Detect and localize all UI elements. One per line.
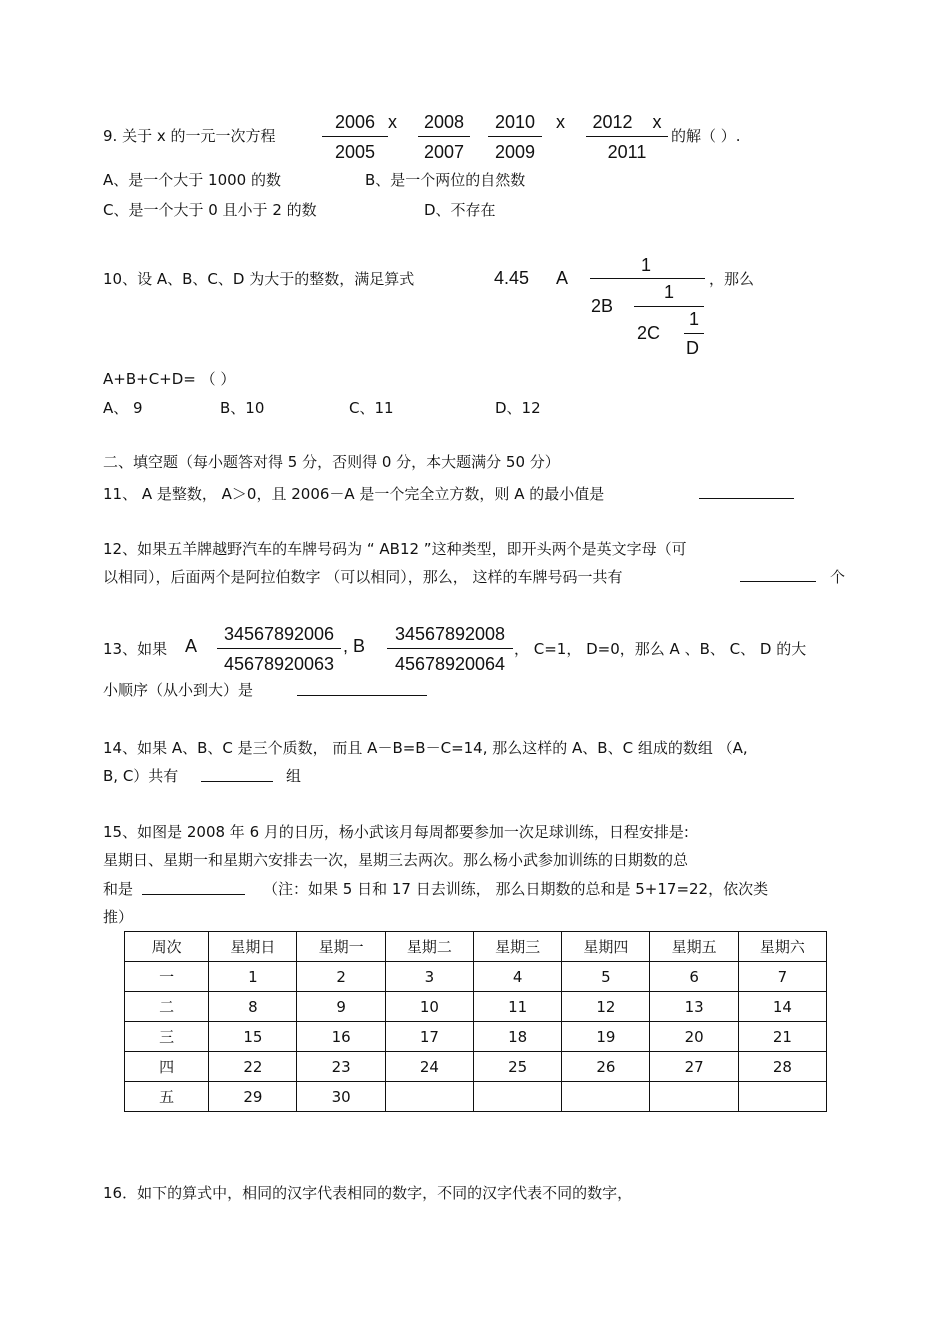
q9-fraction-1 bbox=[322, 112, 388, 163]
table-cell: 21 bbox=[738, 1022, 826, 1052]
table-cell: 6 bbox=[650, 962, 738, 992]
q9-fraction-2 bbox=[418, 112, 470, 163]
q13-b-numerator: 34567892008 bbox=[387, 624, 513, 649]
q9-tail: 的解（ ）. bbox=[671, 127, 741, 145]
q10-fraction-bar-1 bbox=[590, 278, 705, 279]
q11-answer-blank[interactable] bbox=[699, 498, 794, 499]
q15-line-3a: 和是 bbox=[103, 880, 134, 898]
q9-frac3-denominator: 2009 bbox=[494, 142, 536, 162]
q9-option-a: A、是一个大于 1000 的数 bbox=[103, 171, 281, 189]
table-row bbox=[125, 962, 827, 992]
table-cell: 24 bbox=[385, 1052, 473, 1082]
q13-lead: 13、如果 bbox=[103, 640, 168, 658]
table-cell bbox=[738, 1082, 826, 1112]
table-cell: 29 bbox=[209, 1082, 297, 1112]
q15-line-3b: （注：如果 5 日和 17 日去训练， 那么日期数的总和是 5+17=22，依次类 bbox=[263, 880, 769, 898]
q9-option-d: D、不存在 bbox=[424, 201, 496, 219]
q10-lead: 10、设 A、B、C、D 为大于的整数，满足算式 bbox=[103, 270, 415, 288]
q12-line-1: 12、如果五羊牌越野汽车的车牌号码为 “ AB12 ”这种类型，即开头两个是英文字母（可 bbox=[103, 540, 687, 558]
table-cell: 三 bbox=[125, 1022, 209, 1052]
q9-frac2-numerator: 2008 bbox=[418, 112, 470, 137]
q10-option-b: B、10 bbox=[220, 399, 265, 417]
q13-tail: ， C=1， D=0，那么 A 、B、 C、 D 的大 bbox=[514, 640, 807, 658]
table-cell: 8 bbox=[209, 992, 297, 1022]
header-cell: 周次 bbox=[125, 932, 209, 962]
q9-option-c: C、是一个大于 0 且小于 2 的数 bbox=[103, 201, 317, 219]
table-cell: 9 bbox=[297, 992, 385, 1022]
q10-tail: ，那么 bbox=[709, 270, 755, 288]
q10-option-d: D、12 bbox=[495, 399, 541, 417]
q13-var-a: A bbox=[185, 636, 198, 656]
q12-line-2: 以相同），后面两个是阿拉伯数字 （可以相同），那么， 这样的车牌号码一共有 bbox=[103, 568, 623, 586]
q14-answer-blank[interactable] bbox=[201, 781, 273, 782]
table-row bbox=[125, 1052, 827, 1082]
table-cell: 3 bbox=[385, 962, 473, 992]
q15-answer-blank[interactable] bbox=[142, 894, 245, 895]
table-cell: 12 bbox=[562, 992, 650, 1022]
table-cell: 四 bbox=[125, 1052, 209, 1082]
q10-one-b: 1 bbox=[664, 282, 675, 302]
table-cell: 28 bbox=[738, 1052, 826, 1082]
q9-lead: 9. 关于 x 的一元一次方程 bbox=[103, 127, 276, 145]
q15-line-1: 15、如图是 2008 年 6 月的日历，杨小武该月每周都要参加一次足球训练，日程安排是: bbox=[103, 823, 689, 841]
table-cell: 14 bbox=[738, 992, 826, 1022]
q9-frac3-numerator: 2010 bbox=[488, 112, 542, 137]
header-cell: 星期五 bbox=[650, 932, 738, 962]
q12-unit: 个 bbox=[830, 568, 846, 586]
table-cell bbox=[562, 1082, 650, 1112]
header-cell: 星期三 bbox=[473, 932, 561, 962]
table-cell: 30 bbox=[297, 1082, 385, 1112]
q10-one-c: 1 bbox=[689, 309, 700, 329]
q13-fraction-a bbox=[217, 624, 341, 675]
q10-two-c: 2C bbox=[637, 323, 661, 343]
table-row bbox=[125, 992, 827, 1022]
table-row bbox=[125, 1022, 827, 1052]
q10-one-a: 1 bbox=[641, 255, 652, 275]
table-cell: 一 bbox=[125, 962, 209, 992]
header-cell: 星期四 bbox=[562, 932, 650, 962]
q13-answer-blank[interactable] bbox=[297, 695, 427, 696]
table-row bbox=[125, 1082, 827, 1112]
header-cell: 星期一 bbox=[297, 932, 385, 962]
q14-line-1: 14、如果 A、B、C 是三个质数， 而且 A－B=B－C=14, 那么这样的 A、B、C 组成的数组 （A, bbox=[103, 739, 748, 757]
table-cell bbox=[650, 1082, 738, 1112]
q9-x-1: x bbox=[388, 112, 397, 132]
q10-var-d: D bbox=[686, 338, 699, 358]
q13-a-denominator: 45678920063 bbox=[223, 654, 335, 674]
q11-text: 11、 A 是整数， A＞0，且 2006－A 是一个完全立方数，则 A 的最小值是 bbox=[103, 485, 605, 503]
table-cell: 7 bbox=[738, 962, 826, 992]
table-cell: 13 bbox=[650, 992, 738, 1022]
q10-fraction-bar-2 bbox=[634, 306, 704, 307]
q9-fraction-4 bbox=[586, 112, 668, 163]
q9-x-2: x bbox=[556, 112, 565, 132]
table-cell: 16 bbox=[297, 1022, 385, 1052]
q10-value: 4.45 bbox=[494, 268, 530, 288]
q9-frac1-denominator: 2005 bbox=[334, 142, 376, 162]
table-cell: 五 bbox=[125, 1082, 209, 1112]
table-cell: 22 bbox=[209, 1052, 297, 1082]
q14-line-2a: B, C）共有 bbox=[103, 767, 179, 785]
q9-frac4-denominator: 2011 bbox=[607, 142, 647, 162]
q9-frac2-denominator: 2007 bbox=[423, 142, 465, 162]
table-cell: 10 bbox=[385, 992, 473, 1022]
q13-b-denominator: 45678920064 bbox=[394, 654, 506, 674]
q10-fraction-bar-3 bbox=[684, 333, 704, 334]
q10-option-a: A、 9 bbox=[103, 399, 143, 417]
q9-fraction-3 bbox=[488, 112, 542, 163]
table-cell: 27 bbox=[650, 1052, 738, 1082]
q13-fraction-b bbox=[387, 624, 513, 675]
table-cell bbox=[473, 1082, 561, 1112]
table-cell: 26 bbox=[562, 1052, 650, 1082]
table-cell: 1 bbox=[209, 962, 297, 992]
table-cell: 4 bbox=[473, 962, 561, 992]
table-cell: 17 bbox=[385, 1022, 473, 1052]
q15-line-4: 推） bbox=[103, 908, 134, 926]
table-cell: 23 bbox=[297, 1052, 385, 1082]
table-cell: 2 bbox=[297, 962, 385, 992]
q10-two-b: 2B bbox=[591, 296, 614, 316]
table-cell: 二 bbox=[125, 992, 209, 1022]
q16-text: 16．如下的算式中，相同的汉字代表相同的数字，不同的汉字代表不同的数字， bbox=[103, 1184, 633, 1202]
q13-a-numerator: 34567892006 bbox=[217, 624, 341, 649]
q10-option-c: C、11 bbox=[349, 399, 394, 417]
calendar-table bbox=[124, 931, 827, 1112]
header-cell: 星期二 bbox=[385, 932, 473, 962]
table-cell: 5 bbox=[562, 962, 650, 992]
q14-line-2b: 组 bbox=[286, 767, 302, 785]
q13-comma-b: , B bbox=[343, 636, 366, 656]
q13-line-2: 小顺序（从小到大）是 bbox=[103, 681, 254, 699]
table-cell: 18 bbox=[473, 1022, 561, 1052]
q9-frac1-numerator: 2006 bbox=[322, 112, 388, 137]
q9-frac4-numerator: 2012 x bbox=[586, 112, 668, 137]
q10-var-a: A bbox=[556, 268, 569, 288]
table-cell: 11 bbox=[473, 992, 561, 1022]
table-cell: 15 bbox=[209, 1022, 297, 1052]
table-cell: 19 bbox=[562, 1022, 650, 1052]
q10-sum: A+B+C+D= （ ） bbox=[103, 370, 236, 388]
header-cell: 星期六 bbox=[738, 932, 826, 962]
section-heading: 二、填空题（每小题答对得 5 分，否则得 0 分，本大题满分 50 分） bbox=[103, 453, 560, 471]
table-cell: 20 bbox=[650, 1022, 738, 1052]
q12-answer-blank[interactable] bbox=[740, 581, 816, 582]
q9-option-b: B、是一个两位的自然数 bbox=[365, 171, 526, 189]
q15-line-2: 星期日、星期一和星期六安排去一次，星期三去两次。那么杨小武参加训练的日期数的总 bbox=[103, 851, 689, 869]
table-cell bbox=[385, 1082, 473, 1112]
table-cell: 25 bbox=[473, 1052, 561, 1082]
table-header-row bbox=[125, 932, 827, 962]
header-cell: 星期日 bbox=[209, 932, 297, 962]
